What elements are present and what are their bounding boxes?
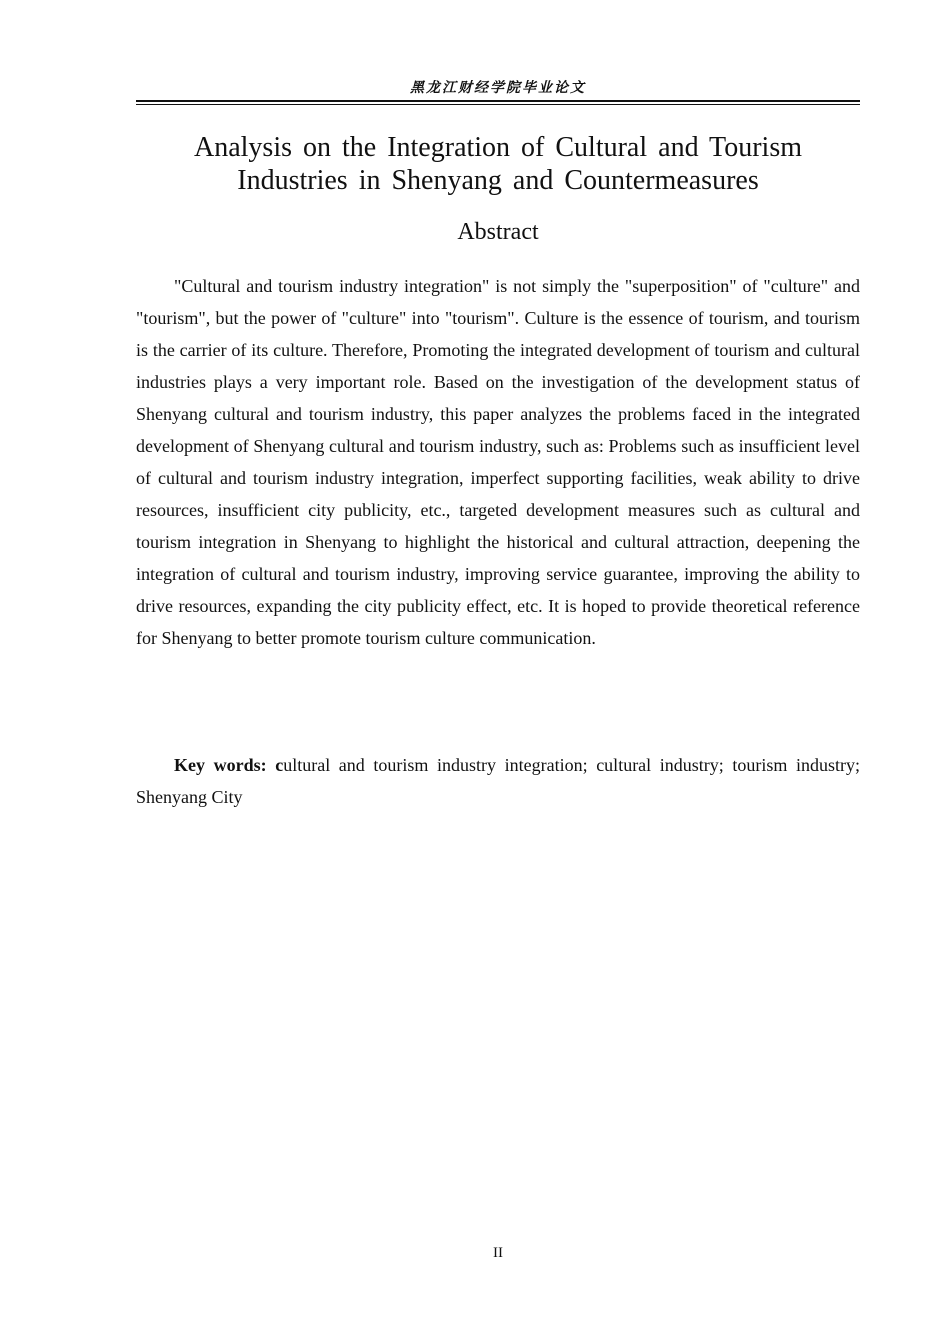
header-rule-thick [136,100,860,102]
page-number: II [493,1245,503,1261]
abstract-heading: Abstract [457,219,539,245]
header-rule-thin [136,104,860,105]
keywords-paragraph [136,749,860,813]
running-header: 黑龙江财经学院毕业论文 [410,80,586,96]
keywords-text: ultural and tourism industry integration; cultural industry; tourism industry; Shenyang City [136,755,861,807]
keywords-label: Key words: c [174,755,284,775]
abstract-body: "Cultural and tourism industry integration" is not simply the "superposition" of "culture" and "tourism", but the power of "culture" into "tourism". Culture is the essence of tourism, and tourism is the carrier of its culture. Therefore, Promoting the integrated development of tourism and cultural industries plays a very important role. Based on the investigation of the development status of Shenyang cultural and tourism industry, this paper analyzes the problems faced in the integrated development of Shenyang cultural and tourism industry, such as: Problems such as insufficient level of cultural and tourism industry integration, imperfect supporting facilities, weak ability to drive resources, insufficient city publicity, etc., targeted development measures such as cultural and tourism integration in Shenyang to highlight the historical and cultural attraction, deepening the integration of cultural and tourism industry, improving service guarantee, improving the ability to drive resources, expanding the city publicity effect, etc. It is hoped to provide theoretical reference for Shenyang to better promote tourism culture communication. [136,276,860,648]
paper-title: Analysis on the Integration of Cultural and Tourism Industries in Shenyang and Countermeasures [194,132,802,196]
